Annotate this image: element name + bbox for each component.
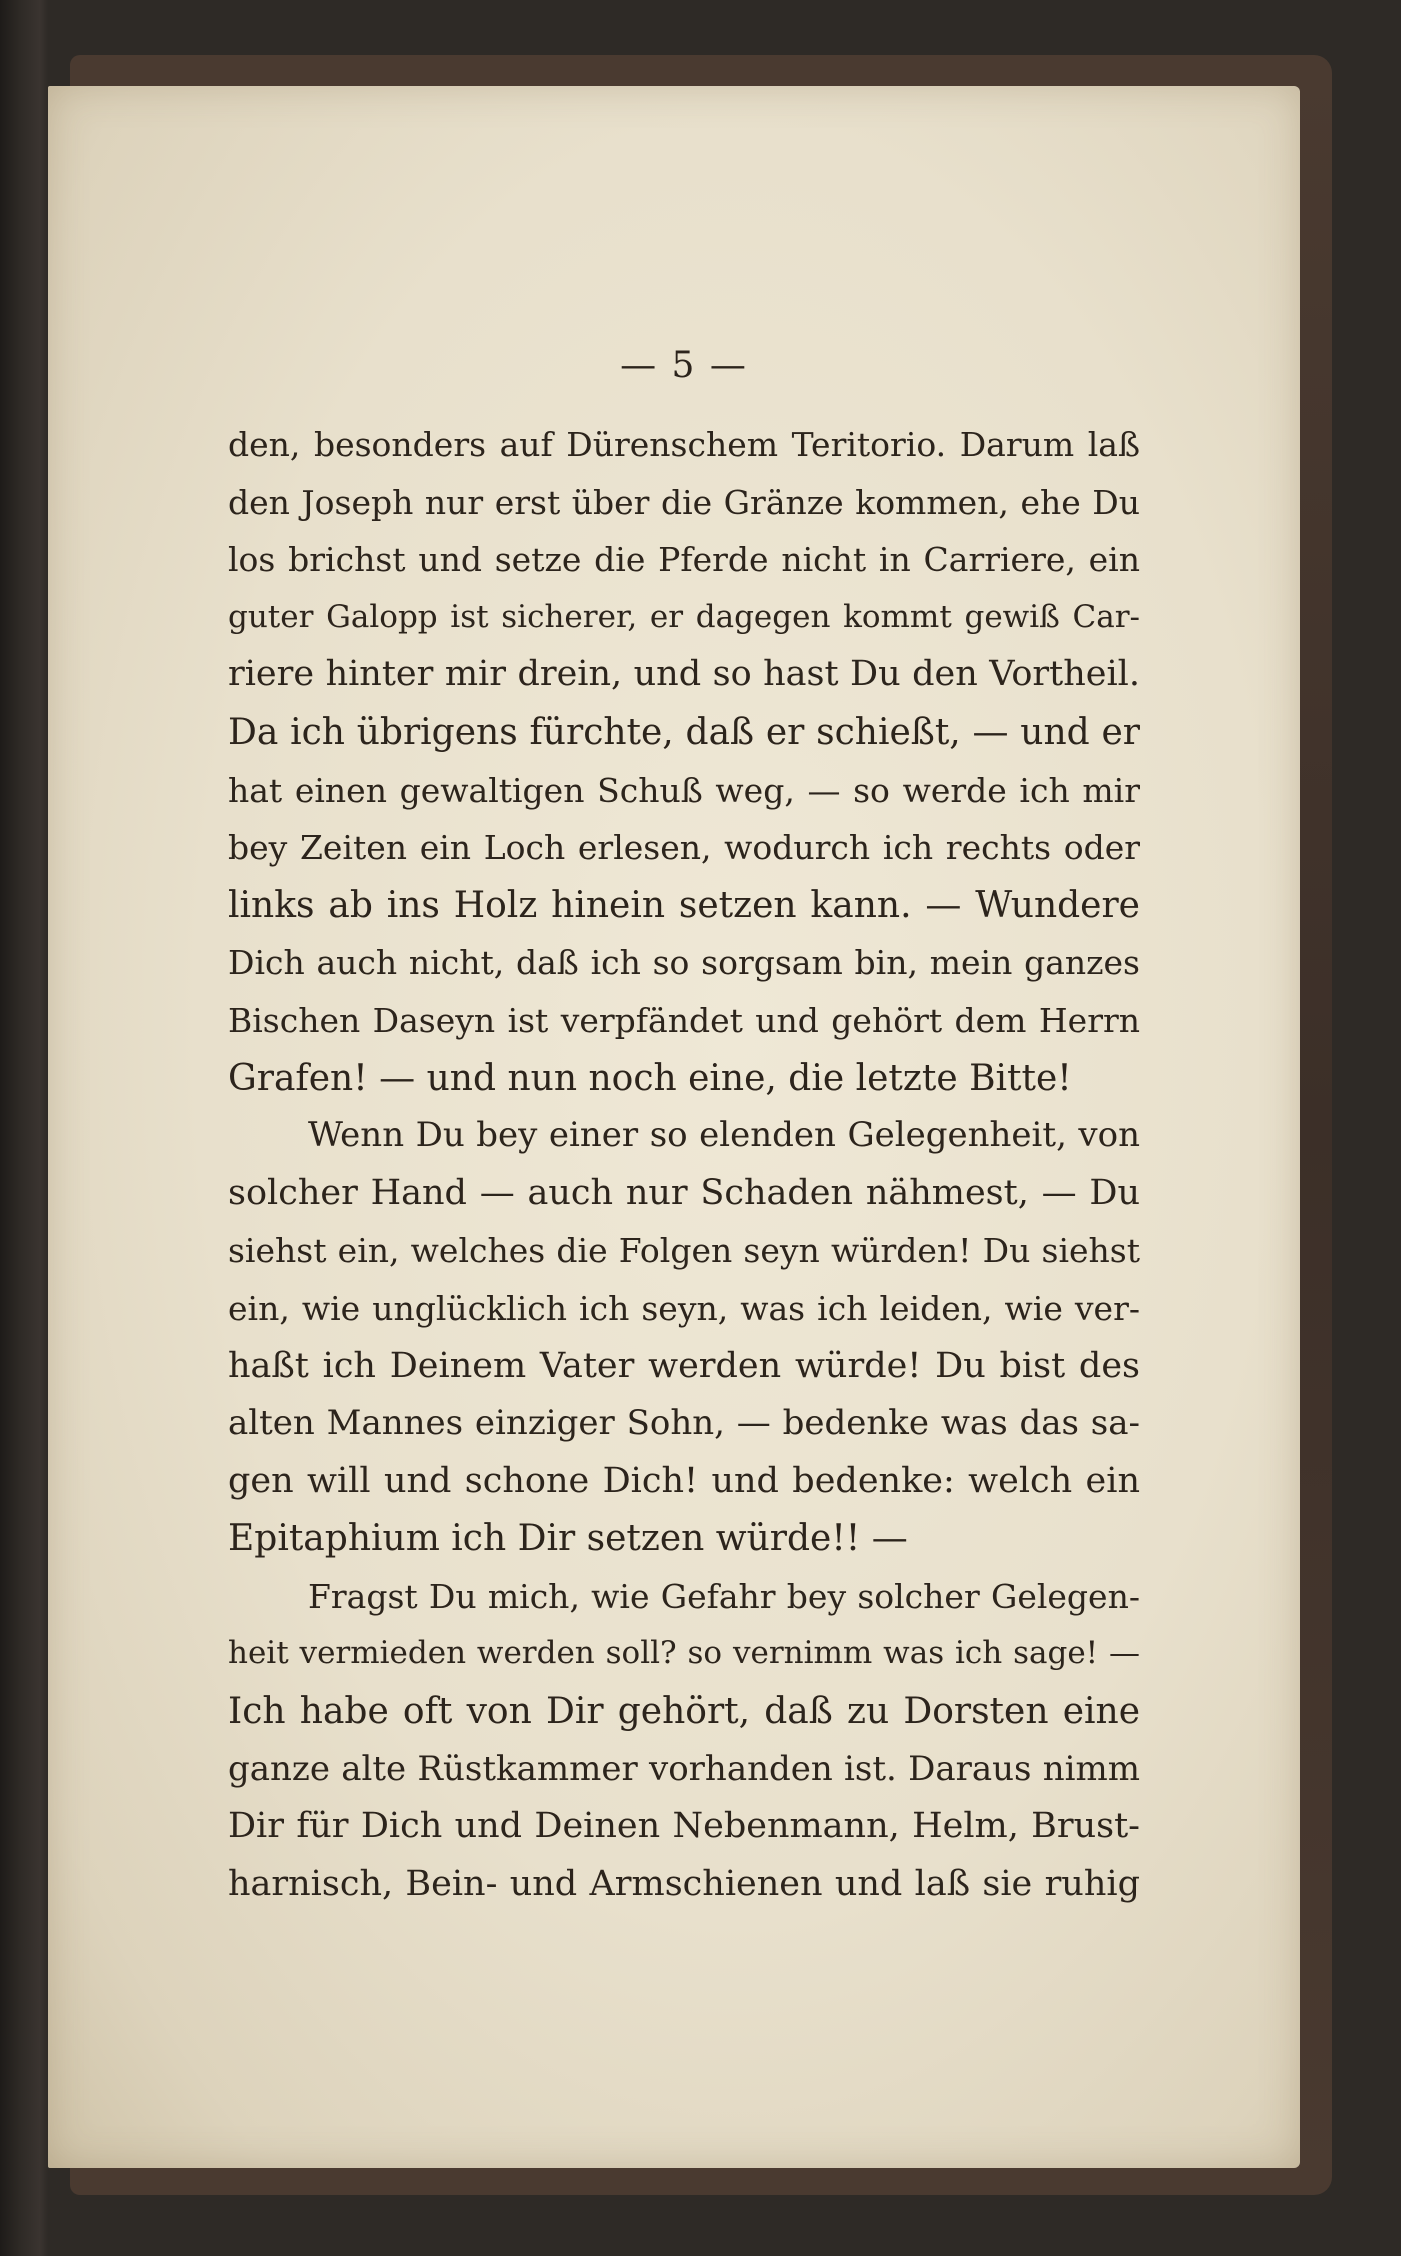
text-line: links ab ins Holz hinein setzen kann. — Wundere [228,884,1140,926]
text-line: guter Galopp ist sicherer, er dagegen kommt gewiß Car- [228,598,1140,635]
text-line: heit vermieden werden soll? so vernimm was ich sage! — [228,1635,1140,1672]
paper-page [48,86,1300,2168]
text-line: Bischen Daseyn ist verpfändet und gehört dem Herrn [228,1000,1140,1040]
text-line: alten Mannes einziger Sohn, — bedenke was das sa- [228,1403,1140,1444]
text-line: Wenn Du bey einer so elenden Gelegenheit, von [308,1115,1140,1156]
body-text [228,416,1140,1913]
text-line: Da ich übrigens fürchte, daß er schießt, — und er [228,711,1140,753]
text-line: haßt ich Deinem Vater werden würde! Du bist des [228,1345,1140,1386]
text-line: solcher Hand — auch nur Schaden nähmest, — Du [228,1172,1140,1213]
text-line: Ich habe oft von Dir gehört, daß zu Dorsten eine [228,1691,1140,1733]
page-number: — 5 — [620,345,748,386]
text-line: bey Zeiten ein Loch erlesen, wodurch ich rechts oder [228,828,1140,868]
text-line: Fragst Du mich, wie Gefahr bey solcher Gelegen- [308,1576,1140,1616]
text-line: den Joseph nur erst über die Gränze kommen, ehe Du [228,482,1140,522]
text-line: riere hinter mir drein, und so hast Du den Vortheil. [228,654,1140,695]
text-line: Epitaphium ich Dir setzen würde!! — [228,1518,908,1560]
text-line: Grafen! — und nun noch eine, die letzte Bitte! [228,1057,1072,1099]
text-line: hat einen gewaltigen Schuß weg, — so werde ich mir [228,770,1140,810]
text-line: harnisch, Bein- und Armschienen und laß sie ruhig [228,1863,1140,1904]
text-line: den, besonders auf Dürenschem Teritorio. Darum laß [228,425,1140,464]
text-line: siehst ein, welches die Folgen seyn würden! Du siehst [228,1231,1140,1271]
text-line: ein, wie unglücklich ich seyn, was ich leiden, wie ver- [228,1288,1140,1328]
text-line: ganze alte Rüstkammer vorhanden ist. Daraus nimm [228,1748,1140,1789]
text-line: Dich auch nicht, daß ich so sorgsam bin, mein ganzes [228,943,1140,983]
text-line: los brichst und setze die Pferde nicht in Carriere, ein [228,540,1140,580]
text-line: gen will und schone Dich! und bedenke: welch ein [228,1460,1140,1501]
text-block [228,336,1140,1913]
text-line: Dir für Dich und Deinen Nebenmann, Helm, Brust- [228,1806,1140,1847]
